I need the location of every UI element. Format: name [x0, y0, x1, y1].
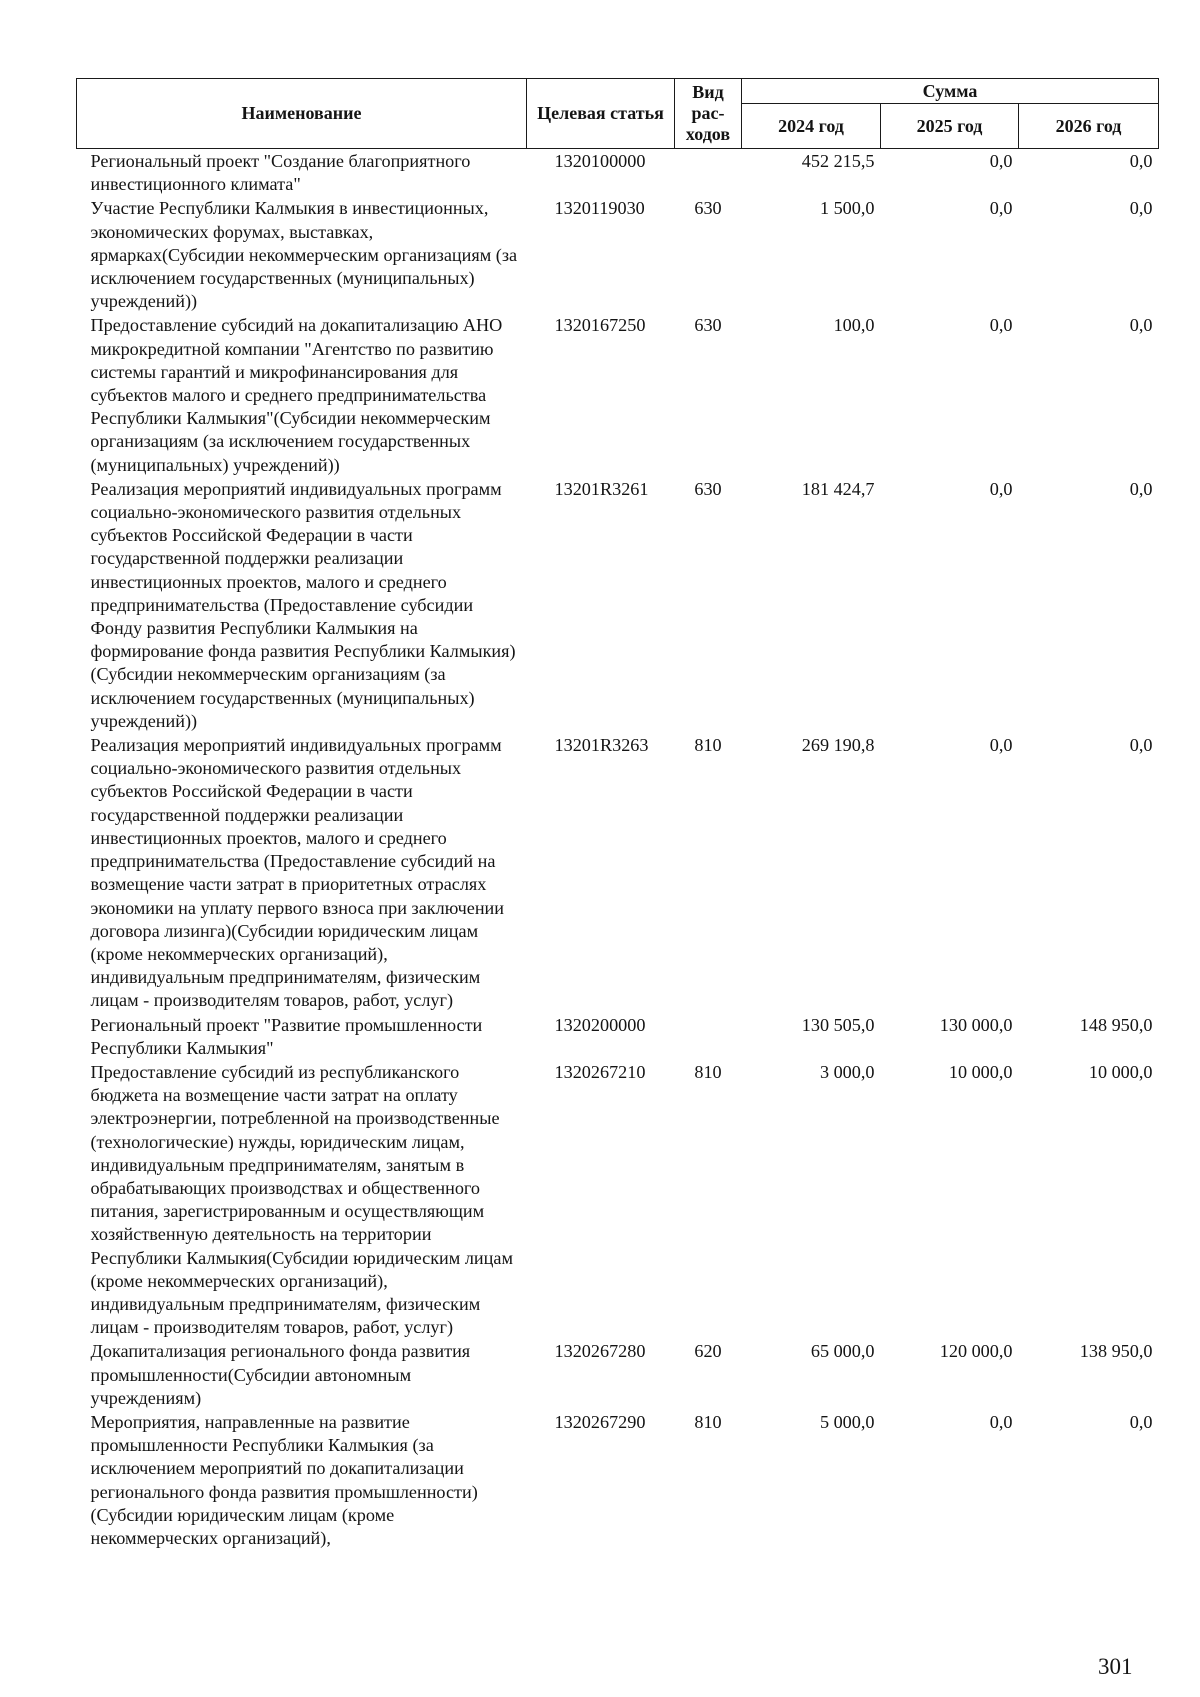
- row-name: Мероприятия, направленные на развитие промышленности Республики Калмыкия (за исключением мероприятий по докапитализации регионального фонда развития промышленности)(Субсидии юридическим лицам (кроме некоммерческих организаций),: [90, 1411, 478, 1548]
- row-target-article: 1320167250: [554, 315, 646, 336]
- header-target-article: Целевая статья: [527, 79, 675, 149]
- row-name: Участие Республики Калмыкия в инвестиционных, экономических форумах, выставках, ярмарках(Субсидии некоммерческим организациям (за исключением государственных (муниципальных) учреждений)): [90, 198, 518, 312]
- row-sum-2025: 120 000,0: [939, 1341, 1013, 1362]
- row-target-article: 13201R3263: [554, 735, 649, 756]
- row-sum-2025: 0,0: [989, 198, 1013, 219]
- header-year-2025: 2025 год: [881, 104, 1019, 149]
- row-sum-2026: 0,0: [1129, 151, 1153, 171]
- row-expense-type: 630: [694, 198, 722, 219]
- row-name: Реализация мероприятий индивидуальных программ социально-экономического развития отдельных субъектов Российской Федерации в части государственной поддержки реализации инвестиционных проектов, малого и среднего предпринимательства (Предоставление субсидий на возмещение части затрат в приоритетных отраслях экономики на уплату первого взноса при заключении договора лизинга)(Субсидии юридическим лицам (кроме некоммерческих организаций), индивидуальным предпринимателям, физическим лицам - производителям товаров, работ, услуг): [90, 735, 505, 1011]
- header-year-2024: 2024 год: [742, 104, 881, 149]
- row-target-article: 1320267290: [554, 1411, 646, 1432]
- row-expense-type: 810: [694, 1061, 722, 1082]
- row-target-article: 13201R3261: [554, 478, 649, 499]
- row-expense-type: [675, 149, 742, 197]
- row-sum-2026: 0,0: [1129, 478, 1153, 499]
- row-sum-2024: 1 500,0: [819, 198, 875, 219]
- header-sum: Сумма: [742, 79, 1159, 104]
- row-name: Предоставление субсидий на докапитализацию АНО микрокредитной компании "Агентство по развитию системы гарантий и микрофинансирования для субъектов малого и среднего предпринимательства Республики Калмыкия"(Субсидии некоммерческим организациям (за исключением государственных (муниципальных) учреждений)): [90, 315, 503, 475]
- row-sum-2025: 0,0: [989, 735, 1013, 756]
- page-number: 301: [1098, 1654, 1133, 1679]
- row-sum-2026: 138 950,0: [1079, 1341, 1153, 1362]
- table-row: [77, 1013, 1159, 1060]
- row-sum-2026: 0,0: [1129, 315, 1153, 336]
- table-row: [77, 477, 1159, 733]
- row-name: Докапитализация регионального фонда развития промышленности(Субсидии автономным учреждениям): [90, 1341, 471, 1408]
- table-body: [77, 149, 1159, 1551]
- row-sum-2026: 148 950,0: [1079, 1014, 1153, 1035]
- row-sum-2024: 269 190,8: [801, 735, 875, 756]
- row-expense-type: 630: [694, 478, 722, 499]
- row-name: Региональный проект "Создание благоприятного инвестиционного климата": [90, 151, 471, 195]
- row-sum-2024: 181 424,7: [801, 478, 875, 499]
- table-row: [77, 313, 1159, 476]
- budget-table: [76, 78, 1159, 1550]
- header-name: Наименование: [77, 79, 527, 149]
- row-sum-2026: 0,0: [1129, 735, 1153, 756]
- row-sum-2024: 65 000,0: [810, 1341, 875, 1362]
- row-sum-2024: 3 000,0: [819, 1061, 875, 1082]
- table-row: [77, 1060, 1159, 1339]
- table-header: [77, 79, 1159, 149]
- row-expense-type: 630: [694, 315, 722, 336]
- row-sum-2026: 10 000,0: [1088, 1061, 1153, 1082]
- row-expense-type: 620: [694, 1341, 722, 1362]
- row-sum-2026: 0,0: [1129, 198, 1153, 219]
- row-name: Предоставление субсидий из республиканского бюджета на возмещение части затрат на оплату электроэнергии, потребленной на производственные (технологические) нужды, юридическим лицам, индивидуальным предпринимателям, занятым в обрабатывающих производствах и общественного питания, зарегистрированным и осуществляющим хозяйственную деятельность на территории Республики Калмыкия(Субсидии юридическим лицам (кроме некоммерческих организаций), индивидуальным предпринимателям, физическим лицам - производителям товаров, работ, услуг): [90, 1061, 513, 1338]
- header-expense-type: Вид рас-ходов: [675, 79, 742, 149]
- row-name: Реализация мероприятий индивидуальных программ социально-экономического развития отдельных субъектов Российской Федерации в части государственной поддержки реализации инвестиционных проектов, малого и среднего предпринимательства (Предоставление субсидии Фонду развития Республики Калмыкия на формирование фонда развития Республики Калмыкия)(Субсидии некоммерческим организациям (за исключением государственных (муниципальных) учреждений)): [90, 478, 516, 731]
- row-sum-2025: 130 000,0: [939, 1014, 1013, 1035]
- row-sum-2025: 0,0: [989, 151, 1013, 171]
- row-target-article: 1320119030: [554, 198, 645, 219]
- table-row: [77, 149, 1159, 197]
- row-name: Региональный проект "Развитие промышленности Республики Калмыкия": [90, 1014, 483, 1058]
- row-expense-type: [675, 1013, 742, 1060]
- row-sum-2024: 5 000,0: [819, 1411, 875, 1432]
- table-row: [77, 733, 1159, 1012]
- row-target-article: 1320200000: [554, 1014, 646, 1035]
- row-sum-2026: 0,0: [1129, 1411, 1153, 1432]
- table-row: [77, 1339, 1159, 1410]
- row-sum-2024: 452 215,5: [801, 151, 875, 171]
- row-target-article: 1320267210: [554, 1061, 646, 1082]
- row-target-article: 1320267280: [554, 1341, 646, 1362]
- row-sum-2025: 0,0: [989, 1411, 1013, 1432]
- row-sum-2025: 10 000,0: [948, 1061, 1013, 1082]
- table-row: [77, 1410, 1159, 1550]
- row-sum-2024: 100,0: [833, 315, 875, 336]
- header-year-2026: 2026 год: [1019, 104, 1159, 149]
- row-expense-type: 810: [694, 1411, 722, 1432]
- row-sum-2025: 0,0: [989, 315, 1013, 336]
- row-sum-2025: 0,0: [989, 478, 1013, 499]
- row-expense-type: 810: [694, 735, 722, 756]
- row-sum-2024: 130 505,0: [801, 1014, 875, 1035]
- row-target-article: 1320100000: [554, 151, 646, 171]
- table-row: [77, 196, 1159, 313]
